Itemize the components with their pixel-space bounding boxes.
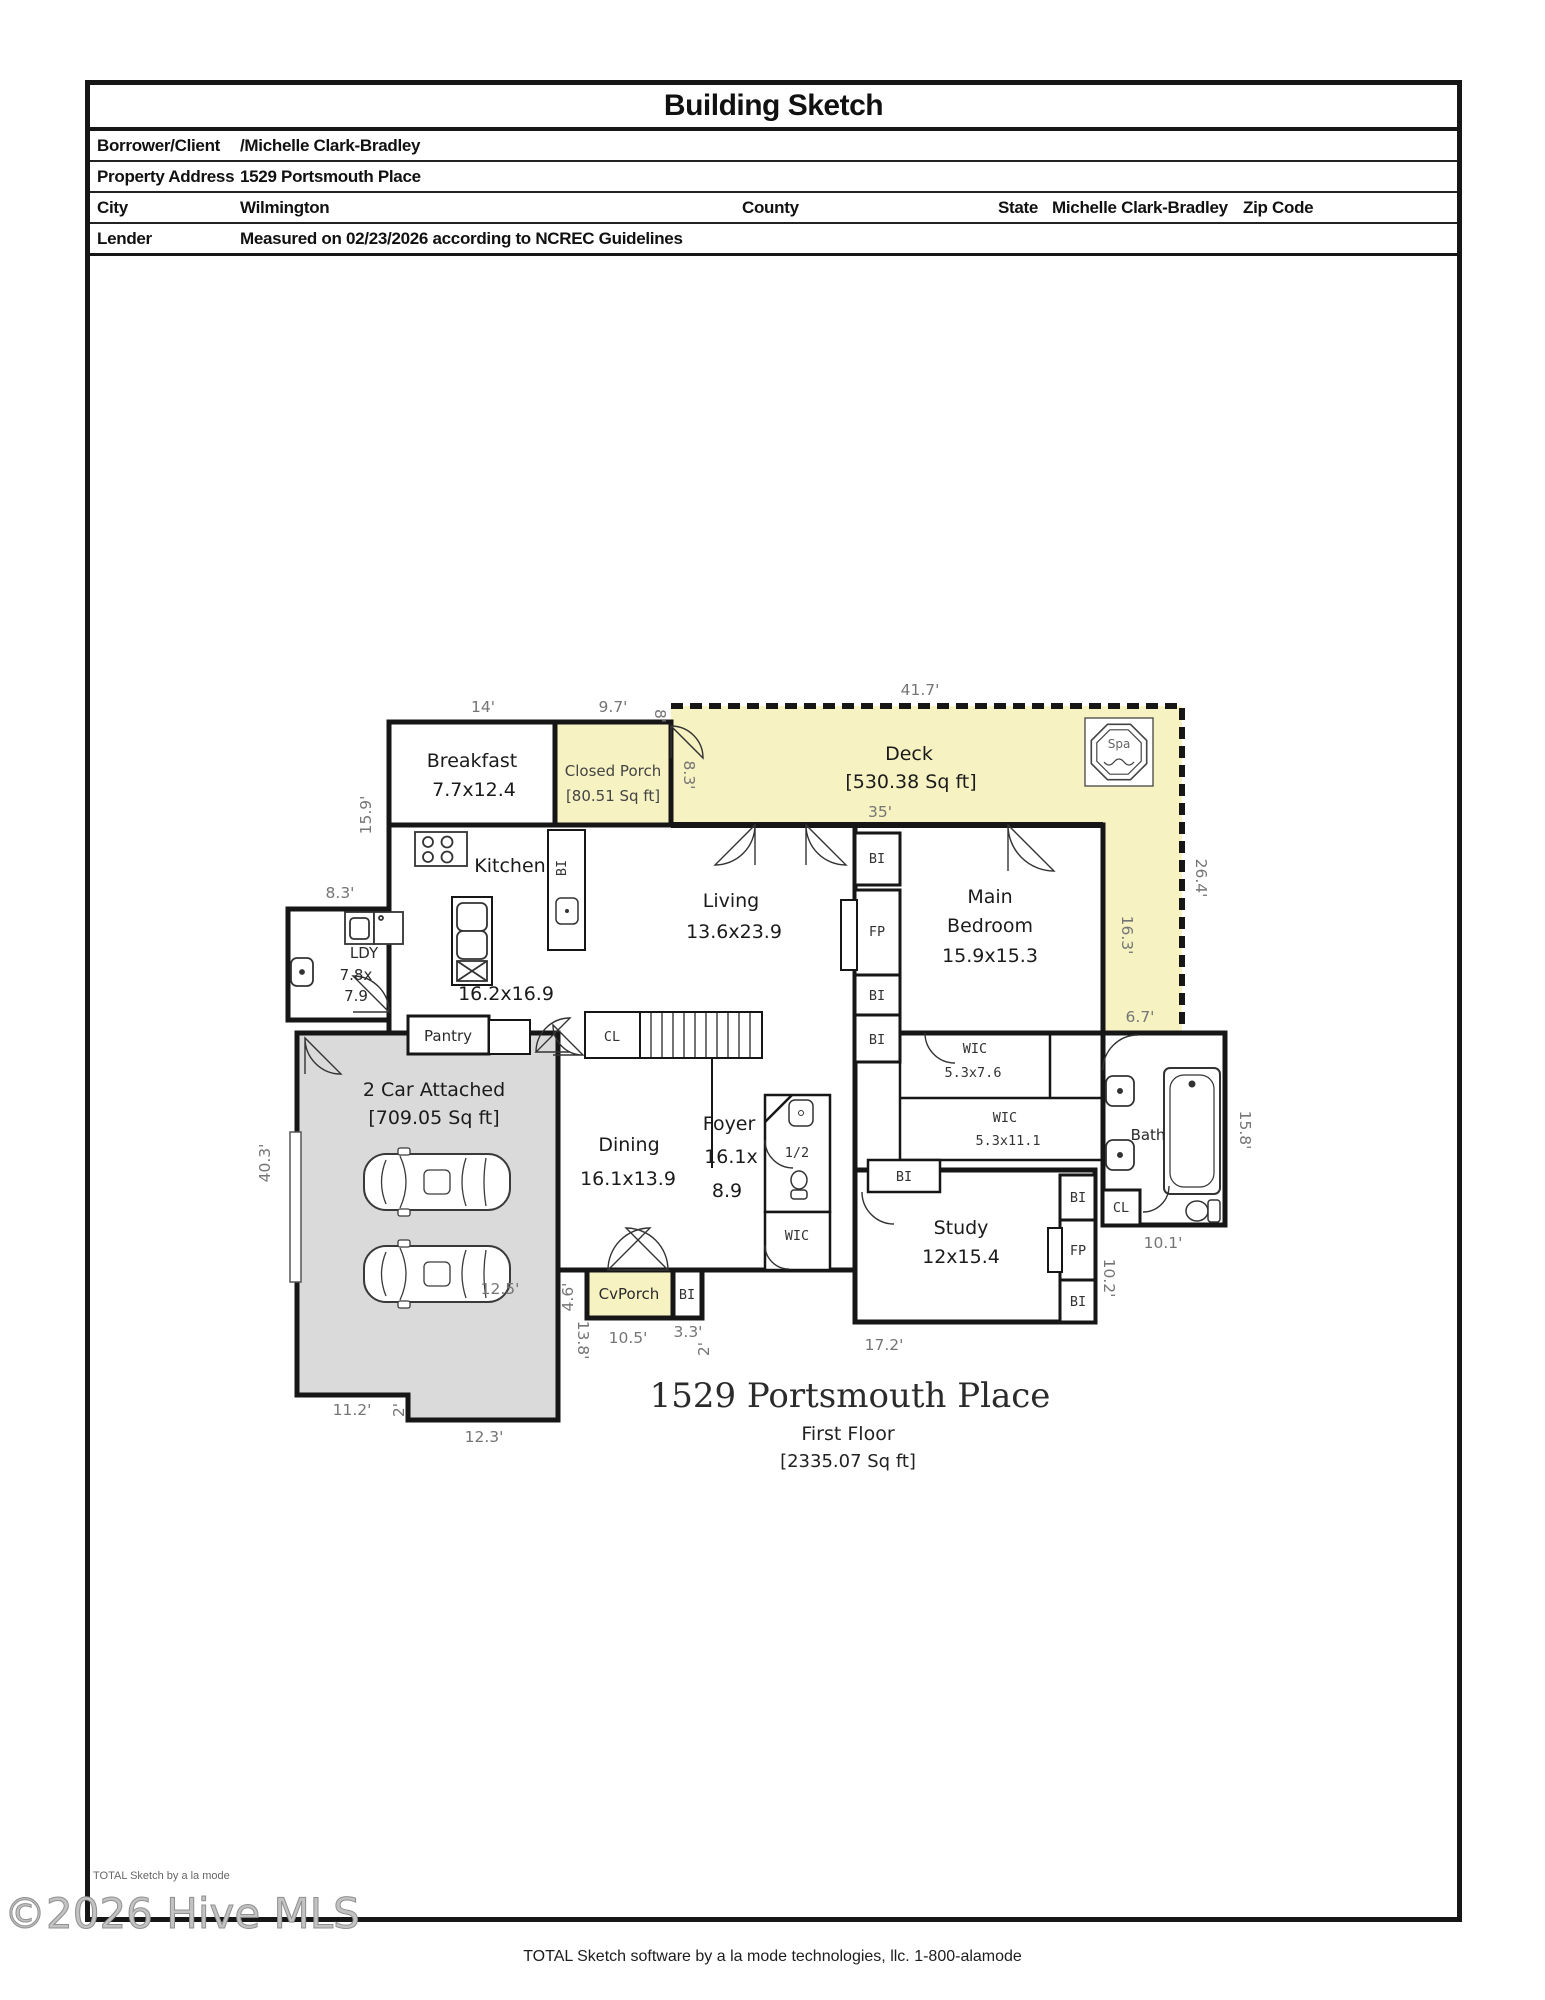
bi-living-top: BI (868, 851, 886, 867)
fp-living: FP (868, 924, 886, 940)
page-title: Building Sketch (90, 85, 1457, 131)
bi-study-top: BI (1069, 1190, 1087, 1206)
wic-large-label: WIC (992, 1110, 1018, 1126)
bi-kitchen: BI (554, 859, 570, 877)
bath-label: Bath (1130, 1126, 1166, 1144)
dim-15-8: 15.8' (1236, 1110, 1254, 1150)
kitchen-counter (548, 830, 585, 950)
state-label: State (998, 198, 1039, 217)
dim-13-8: 13.8' (574, 1320, 592, 1360)
deck-sqft: [530.38 Sq ft] (845, 771, 977, 793)
county-label: County (742, 198, 799, 217)
kitchen-size: 16.2x16.9 (458, 983, 554, 1005)
cl-stairs: CL (603, 1029, 621, 1045)
living-size: 13.6x23.9 (686, 921, 782, 943)
dim-11-2: 11.2' (332, 1401, 372, 1419)
dim-6-7: 6.7' (1125, 1008, 1155, 1026)
plan-title-floor: First Floor (801, 1423, 895, 1445)
spa-label: Spa (1107, 737, 1131, 751)
dim-12-3: 12.3' (464, 1428, 504, 1446)
breakfast-label: Breakfast (426, 750, 518, 772)
software-footer: TOTAL Sketch software by a la mode technologies, llc. 1-800-alamode (523, 1948, 1022, 1965)
car-icon-1 (364, 1148, 510, 1216)
dim-16-3: 16.3' (1118, 915, 1136, 955)
study-size: 12x15.4 (922, 1246, 1000, 1268)
bi-study-bottom: BI (1069, 1294, 1087, 1310)
wic-large-size: 5.3x11.1 (975, 1133, 1041, 1149)
breakfast-room (389, 722, 555, 825)
city-value: Wilmington (240, 198, 330, 217)
dining-label: Dining (598, 1134, 660, 1156)
study-label: Study (933, 1217, 989, 1239)
kitchen-label: Kitchen (474, 855, 546, 877)
garage-closet-box (489, 1020, 530, 1054)
laundry-size-2: 7.9 (344, 987, 368, 1005)
address-label: Property Address (97, 167, 235, 186)
kitchen-island (452, 897, 492, 985)
spa-icon (1085, 718, 1153, 786)
cl-bath: CL (1112, 1200, 1130, 1216)
dim-2: 2' (390, 1402, 408, 1418)
plan-title-sqft: [2335.07 Sq ft] (780, 1451, 916, 1472)
address-value: 1529 Portsmouth Place (240, 167, 421, 186)
pantry-label: Pantry (424, 1027, 472, 1045)
sketch-credit: TOTAL Sketch by a la mode (93, 1870, 230, 1882)
foyer-size-1: 16.1x (704, 1146, 758, 1168)
dining-size: 16.1x13.9 (580, 1168, 676, 1190)
bi-wic: BI (895, 1169, 913, 1185)
dim-2b: 2' (695, 1341, 713, 1357)
dim-26-4: 26.4' (1192, 858, 1210, 898)
plan-title-address: 1529 Portsmouth Place (649, 1376, 1051, 1416)
garage-label: 2 Car Attached (362, 1079, 506, 1101)
bi-living-bottom: BI (868, 1032, 886, 1048)
bedroom-label-1: Main (967, 886, 1013, 908)
half-bath-label: 1/2 (784, 1145, 810, 1161)
closed-porch-sqft: [80.51 Sq ft] (565, 787, 661, 805)
dim-10-5: 10.5' (608, 1329, 648, 1347)
bath-toilet-icon (1186, 1201, 1208, 1221)
laundry-size-1: 7.8x (339, 966, 373, 984)
garage-sqft: [709.05 Sq ft] (368, 1107, 500, 1129)
laundry-label: LDY (349, 944, 379, 962)
bi-cvporch: BI (678, 1287, 696, 1303)
dim-41-7: 41.7' (900, 681, 940, 699)
state-value: Michelle Clark-Bradley (1052, 198, 1228, 217)
wic-small-label: WIC (962, 1041, 988, 1057)
deck-label: Deck (885, 743, 933, 765)
foyer-label: Foyer (702, 1113, 756, 1135)
dim-17-2: 17.2' (864, 1336, 904, 1354)
zip-label: Zip Code (1243, 198, 1314, 217)
dim-8: 8' (651, 708, 669, 724)
dim-12-5: 12.5' (480, 1280, 520, 1298)
living-label: Living (702, 890, 760, 912)
bedroom-label-2: Bedroom (947, 915, 1033, 937)
breakfast-size: 7.7x12.4 (432, 779, 516, 801)
dim-10-1: 10.1' (1143, 1234, 1183, 1252)
borrower-label: Borrower/Client (97, 136, 221, 155)
closed-porch-label: Closed Porch (564, 762, 662, 780)
dim-15-9: 15.9' (357, 795, 375, 835)
dim-9-7: 9.7' (598, 698, 628, 716)
bedroom-size: 15.9x15.3 (942, 945, 1038, 967)
watermark: ©2026 Hive MLS (4, 1889, 360, 1938)
dim-10-2: 10.2' (1100, 1258, 1118, 1298)
cvporch-label: CvPorch (598, 1285, 660, 1303)
borrower-value: /Michelle Clark-Bradley (240, 136, 421, 155)
dim-8-3: 8.3' (325, 884, 355, 902)
city-label: City (97, 198, 128, 217)
dim-8-3-deck: 8.3' (680, 760, 698, 790)
dim-3-3: 3.3' (673, 1323, 703, 1341)
dim-4-6: 4.6' (559, 1282, 577, 1312)
dim-35: 35' (868, 803, 892, 821)
fp-study: FP (1069, 1243, 1087, 1259)
lender-label: Lender (97, 229, 152, 248)
foyer-wic-label: WIC (784, 1228, 810, 1244)
stove-icon (415, 832, 467, 866)
bi-living-mid: BI (868, 988, 886, 1004)
garage-door (290, 1132, 301, 1282)
lender-value: Measured on 02/23/2026 according to NCREC Guidelines (240, 229, 683, 248)
foyer-size-2: 8.9 (711, 1180, 743, 1202)
dim-40-3: 40.3' (256, 1143, 274, 1183)
wic-small-size: 5.3x7.6 (944, 1065, 1002, 1081)
dim-14: 14' (471, 698, 495, 716)
